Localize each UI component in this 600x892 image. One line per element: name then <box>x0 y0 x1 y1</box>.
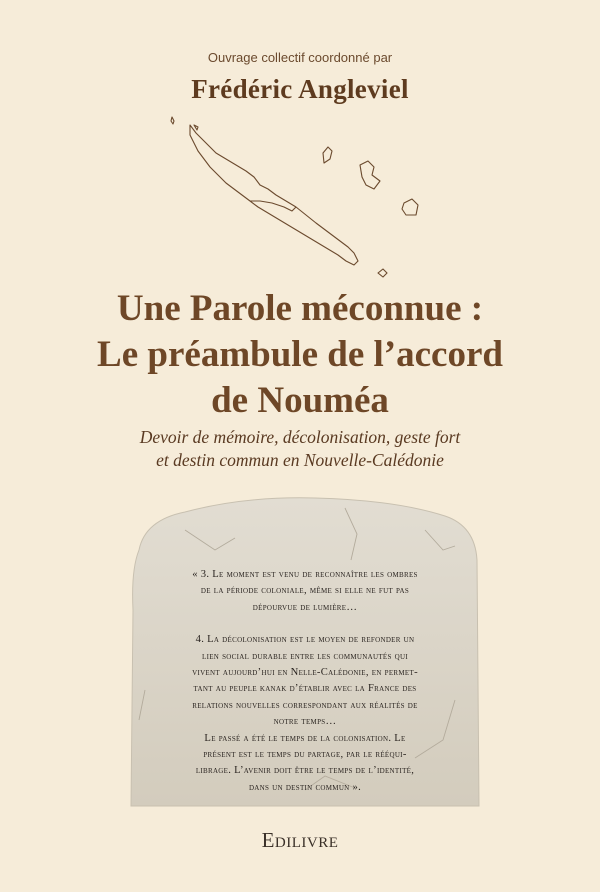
quote-line-8: relations nouvelles correspondant aux réalités de <box>192 699 418 711</box>
new-caledonia-map-icon <box>168 115 428 285</box>
preamble-quote <box>150 567 460 796</box>
intro-text: Ouvrage collectif coordonné par <box>207 50 393 65</box>
title-line-1: Une Parole méconnue : <box>116 288 484 329</box>
quote-line-6: vivent aujourd’hui en Nelle-Calédonie, en permet- <box>192 667 418 679</box>
title-line-2: Le préambule de l’accord <box>97 334 503 375</box>
quote-line-3: dépourvue de lumière… <box>252 601 358 613</box>
subtitle-line-2: et destin commun en Nouvelle-Calédonie <box>156 450 444 470</box>
quote-line-1: « 3. Le moment est venu de reconnaître les ombres <box>192 569 418 580</box>
quote-line-5: lien social durable entre les communautés qui <box>202 650 408 662</box>
quote-line-12: librage. L’avenir doit être le temps de l’identité, <box>195 765 415 777</box>
quote-line-11: présent est le temps du partage, par le rééqui- <box>203 749 407 761</box>
quote-line-13: dans un destin commun ». <box>248 781 362 793</box>
book-subtitle <box>0 426 600 472</box>
quote-line-4: 4. La décolonisation est le moyen de refonder un <box>195 634 415 646</box>
author-name: Frédéric Angleviel <box>191 74 409 104</box>
quote-line-2: de la période coloniale, même si elle ne fut pas <box>200 585 410 597</box>
title-line-3: de Nouméa <box>211 380 389 421</box>
quote-line-7: tant au peuple kanak d’établir avec la France des <box>193 683 417 695</box>
quote-line-9: notre temps… <box>273 716 337 728</box>
subtitle-line-1: Devoir de mémoire, décolonisation, geste fort <box>139 427 461 447</box>
publisher-logo: Edilivre <box>261 828 339 852</box>
quote-line-10: Le passé a été le temps de la colonisation. Le <box>204 732 406 744</box>
book-title <box>0 286 600 424</box>
